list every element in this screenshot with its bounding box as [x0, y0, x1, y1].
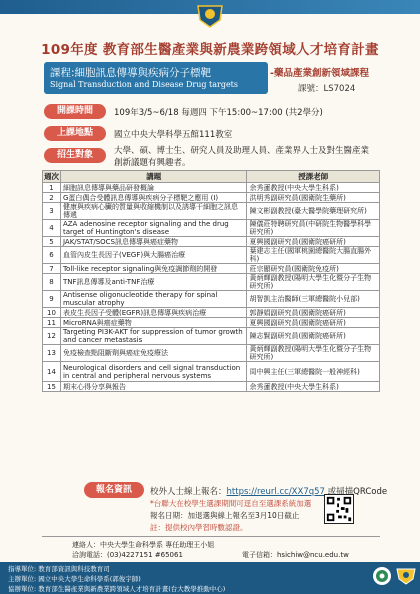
registration-note-students: *台聯大在校學生選課期間可逕自至選課系統加選	[150, 499, 312, 508]
topic-cell: AZA adenosine receptor signaling and the drug target of Huntington's disease	[60, 220, 246, 237]
table-row	[43, 318, 380, 328]
teacher-cell: 郭靜娟副研究員(國衛院癌研所)	[247, 308, 380, 318]
table-row	[43, 237, 380, 247]
teacher-cell: 黃炳輝副教授(陽明大學生化暨分子生物研究所)	[247, 345, 380, 362]
course-name-zh: 課程:細胞訊息傳導與疾病分子標靶	[50, 67, 212, 79]
registration-label: 報名資訊	[84, 482, 144, 498]
week-cell: 7	[43, 264, 61, 274]
topic-cell: TNF訊息傳導及anti-TNF治療	[60, 274, 246, 291]
footer-host: 主辦單位: 國立中央大學生命科學系(郭俊宇師)	[8, 575, 141, 583]
topic-cell: 免疫檢查點阻斷劑與癌症免疫療法	[60, 345, 246, 362]
footer-coop: 協辦單位: 教育部生醫產業與新農業跨領域人才培育計畫(台大教學推動中心)	[8, 585, 226, 593]
week-cell: 15	[43, 382, 61, 392]
registration-deadline: 報名日期：加退選與線上報名至3月10日截止	[150, 511, 300, 520]
teacher-cell: 黃炳輝副教授(陽明大學生化暨分子生物研究所)	[247, 274, 380, 291]
teacher-cell: 陳志賢副研究員(國衛院癌研所)	[247, 328, 380, 345]
week-cell: 13	[43, 345, 61, 362]
topic-cell: Toll-like receptor signaling與免疫調節劑的開發	[60, 264, 246, 274]
audience-value: 大學、碩、博士生、研究人員及助理人員、產業界人士及對生醫產業創新議題有興趣者。	[114, 146, 370, 168]
table-row	[43, 274, 380, 291]
registration-suffix: 或掃描QRCode	[324, 487, 388, 497]
week-cell: 11	[43, 318, 61, 328]
teacher-cell: 莊宗顯研究員(國衛院免疫所)	[247, 264, 380, 274]
topic-cell: G蛋白偶合受體訊息傳導與疾病分子標靶之應用 (I)	[60, 193, 246, 203]
table-row	[43, 247, 380, 264]
table-row	[43, 193, 380, 203]
table-row	[43, 183, 380, 193]
topic-cell: Antisense oligonucleotide therapy for spinal muscular atrophy	[60, 291, 246, 308]
teacher-cell: 洪明秀副研究員(國衛院生藥所)	[247, 193, 380, 203]
topic-cell: Neurological disorders and cell signal transduction in central and peripheral nervous systems	[60, 362, 246, 382]
table-row	[43, 203, 380, 220]
week-cell: 6	[43, 247, 61, 264]
teacher-cell: 胡智凱主治醫師(三軍總醫院小兒部)	[247, 291, 380, 308]
footer	[0, 562, 420, 594]
teacher-cell: 陳儀莊特聘研究員(中研院生物醫學科學研究所)	[247, 220, 380, 237]
table-row	[43, 345, 380, 362]
topic-cell: 期末心得分享與報告	[60, 382, 246, 392]
teacher-cell: 陳文彬副教授(臺大醫學院藥理研究所)	[247, 203, 380, 220]
header-teacher: 授課老師	[247, 171, 380, 183]
contact-person: 連絡人：中央大學生命科學系 專任助理王小姐	[72, 541, 215, 549]
header-week: 週次	[43, 172, 59, 181]
topic-cell: MicroRNA與癌症藥物	[60, 318, 246, 328]
registration-link[interactable]: https://reurl.cc/XX7q57	[226, 487, 325, 497]
topic-cell: 健康與疾病心臟的質量與收縮機制以及誘導干細胞之訊息傳遞	[60, 203, 246, 220]
page-title: 109年度 教育部生醫產業與新農業跨領域人才培育計畫	[41, 42, 379, 58]
table-row	[43, 308, 380, 318]
week-cell: 4	[43, 220, 61, 237]
week-cell: 2	[43, 193, 61, 203]
registration-certification-note: 註：提供校內學習時數認證。	[150, 523, 248, 532]
teacher-cell: 余秀蓮教授(中央大學生科系)	[247, 183, 380, 193]
audience-label: 招生對象	[44, 148, 106, 163]
week-cell: 14	[43, 362, 61, 382]
topic-cell: 表皮生長因子受體(EGFR)訊息傳導與疾病治療	[60, 308, 246, 318]
course-banner	[44, 62, 268, 94]
contact-phone: 洽詢電話：(03)4227151 #65061	[72, 551, 183, 559]
table-row	[43, 220, 380, 237]
qr-code-icon[interactable]	[324, 494, 354, 524]
footer-sponsor: 指導單位: 教育部資訊與科技教育司	[8, 565, 110, 573]
teacher-cell: 夏興國副研究員(國衛院癌研所)	[247, 318, 380, 328]
program-logo-icon	[196, 2, 224, 28]
week-cell: 5	[43, 237, 61, 247]
teacher-cell: 葉建志主任(國軍桃園總醫院大腸直腸外科)	[247, 247, 380, 264]
table-row	[43, 382, 380, 392]
table-row	[43, 328, 380, 345]
teacher-cell: 夏興國副研究員(國衛院癌研所)	[247, 237, 380, 247]
week-cell: 1	[43, 183, 61, 193]
week-cell: 10	[43, 308, 61, 318]
teacher-cell: 周中興主任(三軍總醫院一般神經科)	[247, 362, 380, 382]
week-cell: 8	[43, 274, 61, 291]
schedule-table	[42, 170, 380, 392]
contact-section	[42, 536, 380, 560]
header-topic: 講題	[60, 171, 246, 183]
time-value: 109年3/5~6/18 每週四 下午15:00~17:00 (共2學分)	[114, 108, 323, 118]
topic-cell: Targeting PI3K-AKT for suppression of tumor growth and cancer metastasis	[60, 328, 246, 345]
location-value: 國立中央大學科學五館111教室	[114, 130, 233, 140]
topic-cell: 血管內皮生長因子(VEGF)與大腸癌治療	[60, 247, 246, 264]
table-row	[43, 264, 380, 274]
course-code: 課號：LS7024	[298, 84, 356, 94]
table-row	[43, 291, 380, 308]
topic-cell: 細胞訊息傳導與藥品研發概論	[60, 183, 246, 193]
topic-cell: JAK/STAT/SOCS訊息傳導與癌症藥物	[60, 237, 246, 247]
week-cell: 12	[43, 328, 61, 345]
registration-prefix: 校外人士線上報名：	[150, 487, 227, 497]
course-subtitle: -藥品產業創新領域課程	[270, 68, 369, 79]
location-label: 上課地點	[44, 126, 106, 141]
course-name-en: Signal Transduction and Disease Drug targets	[50, 80, 238, 89]
table-row	[43, 362, 380, 382]
table-header-row	[43, 171, 380, 183]
contact-email: 電子信箱：hsichiw@ncu.edu.tw	[242, 551, 349, 559]
week-cell: 9	[43, 291, 61, 308]
teacher-cell: 余秀蓮教授(中央大學生科系)	[247, 382, 380, 392]
ministry-logo-icon	[372, 566, 392, 586]
week-cell: 3	[43, 203, 61, 220]
time-label: 開課時間	[44, 104, 106, 119]
program-footer-logo-icon	[396, 566, 416, 586]
